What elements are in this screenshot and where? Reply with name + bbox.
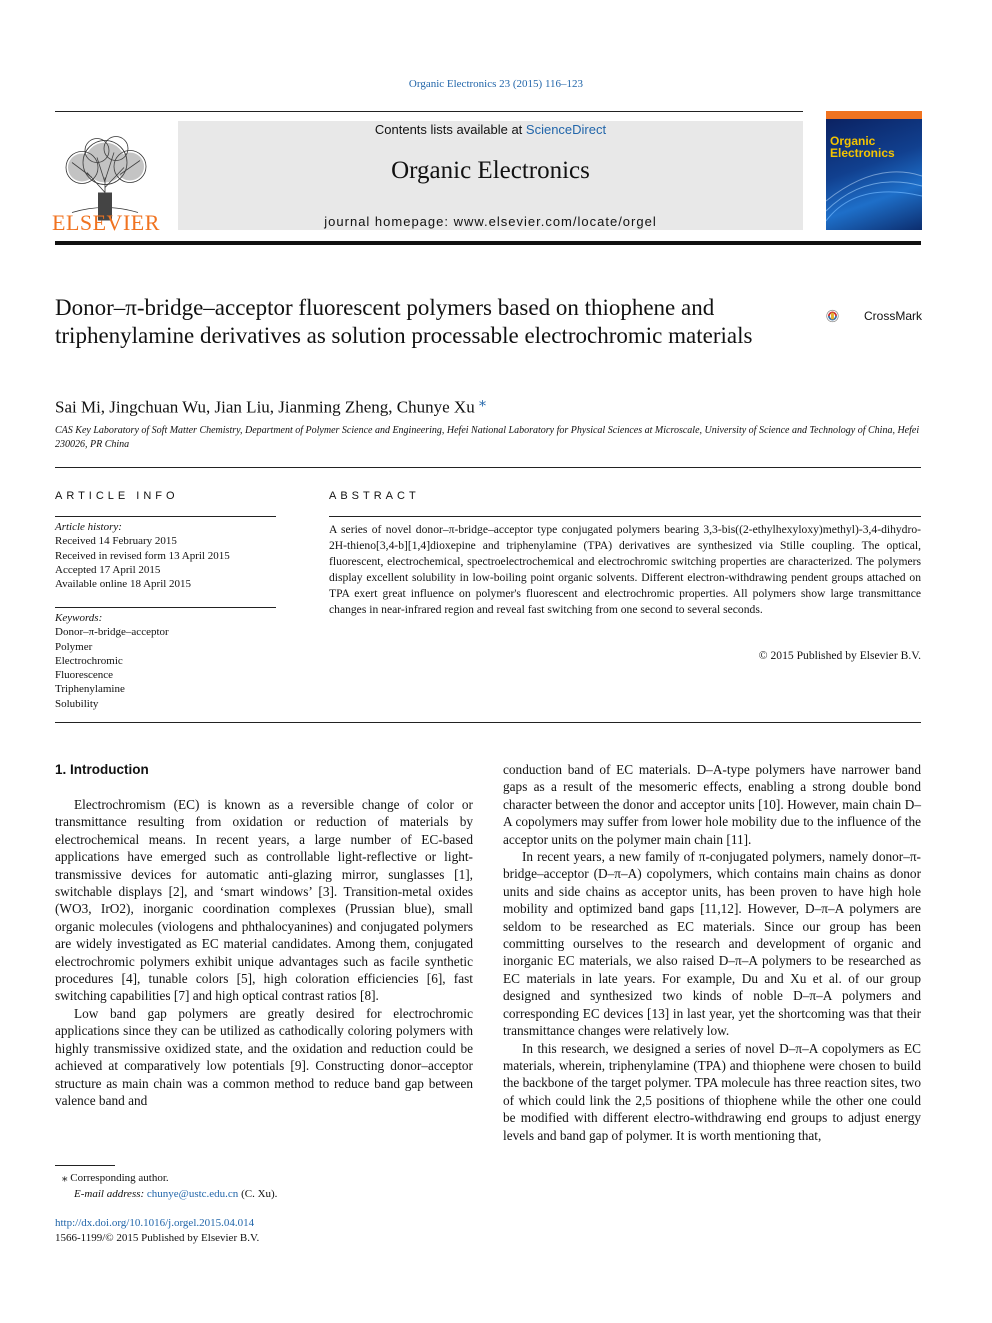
keyword: Electrochromic: [55, 654, 123, 667]
keywords-label: Keywords:: [55, 612, 103, 624]
abstract-text: A series of novel donor–π-bridge–acceptor type conjugated polymers bearing 3,3-bis((2-ethylhexyloxy)methyl)-3,4-dihydro-2H-thieno[3,4-b][1,4]dioxepine and triphenylamine (TPA) derivatives are synthesized via Stille coupling. The optical, fluorescent, electrochemical, spectroelectrochemical and electrochromic switching properties are characterized. The polymers display excellent solubility in low-boiling point organic solvents. Different electron-withdrawing pendent groups attached on TPA exert great influence on polymer's fluorescent and electrochromic properties. All polymers show large transmittance changes in near-infrared region and reveal fast switching from one second to several seconds.: [329, 523, 921, 616]
keyword: Fluorescence: [55, 669, 114, 682]
paragraph: conduction band of EC materials. D–A-type polymers have narrower band gaps as a result of the mesomeric effects, enabling a strong double bond character between the donor and acceptor units [10]. However, main chain D–A copolymers may suffer from lower hole mobility due to the influence of the acceptor units on the polymer main chain [11].: [503, 762, 921, 847]
header-rule: [55, 111, 803, 112]
footnote: [62, 1170, 473, 1202]
email-line: E-mail address: chunye@ustc.edu.cn (C. Xu).: [74, 1188, 278, 1200]
header-bottom-rule: [55, 241, 921, 245]
abstract-copyright: © 2015 Published by Elsevier B.V.: [758, 649, 921, 662]
author-list: Sai Mi, Jingchuan Wu, Jian Liu, Jianming Zheng, Chunye Xu ⁎: [55, 395, 486, 417]
section-title-introduction: 1. Introduction: [55, 762, 149, 777]
paragraph: Low band gap polymers are greatly desired for electrochromic applications since they can be utilized as cathodically coloring polymers with highly transmissive oxidized state, and the oxidation and reduction could be achieved at comparatively low potentials [9]. Constructing donor–acceptor structure as main chain was a common method to reduce band gap between valence band and: [55, 1005, 473, 1108]
keyword: Donor–π-bridge–acceptor: [55, 626, 169, 639]
abstract-bottom-rule: [55, 722, 921, 723]
keyword: Polymer: [55, 640, 93, 653]
cover-title: Organic Electronics: [830, 134, 895, 160]
doi-link[interactable]: http://dx.doi.org/10.1016/j.orgel.2015.04.014: [55, 1217, 255, 1229]
abstract-rule: [329, 516, 921, 517]
corresponding-author-mark[interactable]: ⁎: [478, 395, 486, 410]
page-footer: [55, 1216, 475, 1246]
article-info-rule: [55, 516, 276, 517]
sciencedirect-link[interactable]: ScienceDirect: [525, 122, 607, 137]
journal-homepage[interactable]: journal homepage: www.elsevier.com/locate/orgel: [324, 214, 657, 229]
abstract-heading: ABSTRACT: [329, 490, 420, 502]
history-item: Received in revised form 13 April 2015: [55, 549, 230, 562]
crossmark-label[interactable]: CrossMark: [864, 309, 923, 323]
article-info-heading: ARTICLE INFO: [55, 490, 179, 502]
affiliation: CAS Key Laboratory of Soft Matter Chemistry, Department of Polymer Science and Engineering, Hefei National Laboratory for Physical Sciences at Microscale, University of Science and Technology of China, Hefei 230026, PR China: [55, 425, 920, 450]
journal-title: Organic Electronics: [391, 157, 590, 184]
footnote-rule: [55, 1165, 115, 1166]
paragraph: Electrochromism (EC) is known as a reversible change of color or transmittance resulting from oxidation or reduction of materials by electrochemical means. In recent years, a large number of EC-based applications have emerged such as controllable light-reflective or light-transmissive devices for automatic anti-glazing mirror, sunglasses [1], switchable displays [2], and ‘smart windows’ [3]. Transition-metal oxides (WO3, IrO2), inorganic coordination complexes (Prussian blue), small organic molecules (viologens and phthalocyanines) and conjugated polymers are widely investigated as EC material candidates. Among them, conjugated electrochromic polymers exhibit unique advantages such as facile synthetic procedures [4], tunable colors [5], high coloration efficiencies [6], fast switching capabilities [7] and high optical contrast ratios [8].: [55, 797, 473, 1004]
history-item: Accepted 17 April 2015: [55, 563, 161, 576]
body-column-right: [503, 761, 921, 1144]
keywords: [55, 611, 276, 711]
journal-cover-image: [826, 111, 922, 230]
article-title: Donor–π-bridge–acceptor fluorescent polymers based on thiophene and triphenylamine derivatives as solution processable electrochromic materials: [55, 295, 753, 348]
history-label: Article history:: [55, 521, 122, 533]
title-bottom-rule: [55, 467, 921, 468]
email-link[interactable]: chunye@ustc.edu.cn: [146, 1188, 239, 1200]
issn-line: 1566-1199/© 2015 Published by Elsevier B.V.: [55, 1232, 260, 1244]
keyword: Solubility: [55, 697, 99, 710]
paragraph: In this research, we designed a series of novel D–π–A copolymers as EC materials, wherein, triphenylamine (TPA) and thiophene were chosen to build the backbone of the target polymer. TPA molecule has three reaction sites, two of which could link the 2,5 positions of thiophene while the other one could be modified with different electro-withdrawing end groups to adjust energy levels and band gap of polymer. It is worth mentioning that,: [503, 1040, 921, 1143]
history-item: Available online 18 April 2015: [55, 578, 192, 591]
elsevier-wordmark: ELSEVIER: [52, 210, 160, 235]
paragraph: In recent years, a new family of π-conjugated polymers, namely donor–π-bridge–acceptor (D–π–A) copolymers, which contains main chains as donor units and side chains as acceptor units, has been proven to have high hole mobility and optimized band gaps [11,12]. However, D–π–A polymers are seldom to be researched as EC materials. Since our group has been committing ourselves to the research and development of organic and inorganic EC materials, we also raised D–π–A polymers to be researched as EC materials in late years. For example, Du and Xu et al. of our group designed and synthesized two kinds of noble D–π–A polymers and corresponding EC devices [13] in last year, yet the shortcoming was that their transmittance changes were relatively low.: [503, 849, 921, 1039]
keyword: Triphenylamine: [55, 683, 125, 696]
corresponding-author-note: ⁎ Corresponding author.: [62, 1172, 169, 1184]
contents-line: Contents lists available at ScienceDirect: [374, 122, 607, 137]
cover-graphic: [826, 161, 922, 230]
body-column-left: [55, 796, 473, 1109]
article-history: [55, 520, 276, 591]
crossmark-icon[interactable]: [826, 298, 862, 334]
history-item: Received 14 February 2015: [55, 535, 177, 548]
journal-citation[interactable]: Organic Electronics 23 (2015) 116–123: [408, 78, 584, 90]
cover-stripe: [826, 111, 922, 119]
keywords-rule: [55, 607, 276, 608]
